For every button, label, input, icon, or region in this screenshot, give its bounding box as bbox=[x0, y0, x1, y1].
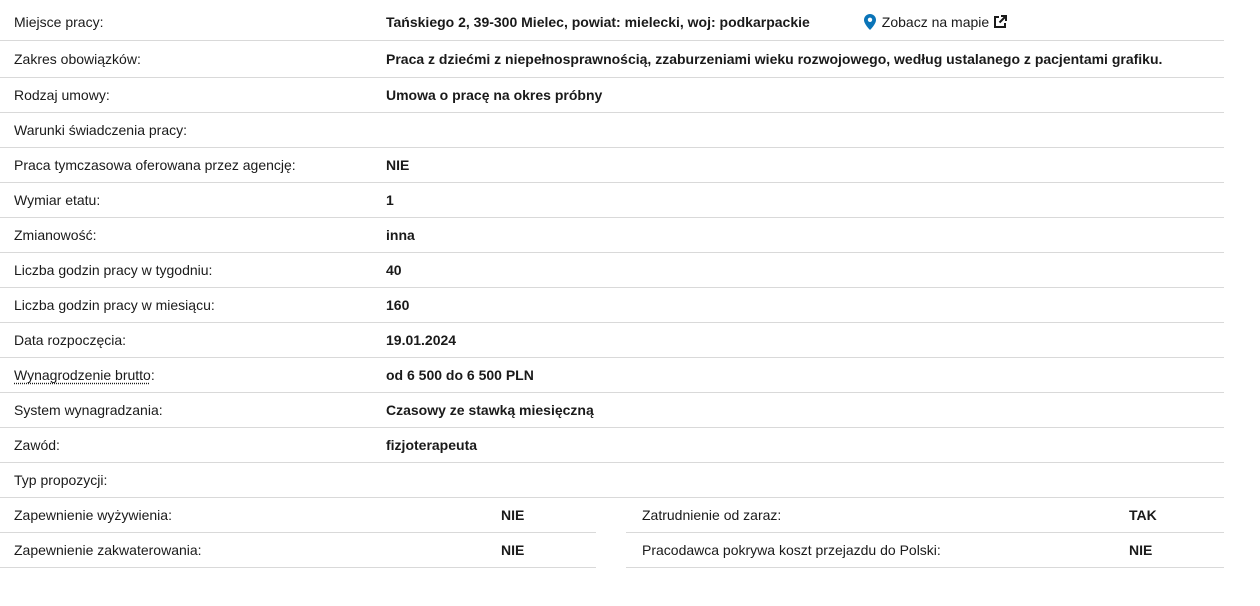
row-temporary-agency bbox=[0, 148, 1224, 183]
work-conditions-label: Warunki świadczenia pracy: bbox=[14, 122, 187, 138]
map-pin-icon bbox=[864, 14, 876, 30]
row-immediate-employment bbox=[626, 498, 1224, 533]
gross-salary-tooltip-term[interactable]: Wynagrodzenie brutto bbox=[14, 367, 151, 383]
immediate-employment-value: TAK bbox=[1129, 507, 1157, 523]
travel-cost-value: NIE bbox=[1129, 542, 1153, 558]
row-accommodation bbox=[0, 533, 596, 568]
weekly-hours-label: Liczba godzin pracy w tygodniu: bbox=[14, 262, 213, 278]
meals-label: Zapewnienie wyżywienia: bbox=[14, 507, 172, 523]
travel-cost-label: Pracodawca pokrywa koszt przejazdu do Polski: bbox=[642, 542, 941, 558]
start-date-label: Data rozpoczęcia: bbox=[14, 332, 127, 348]
pay-system-value: Czasowy ze stawką miesięczną bbox=[386, 402, 594, 418]
weekly-hours-value: 40 bbox=[386, 262, 402, 278]
monthly-hours-label: Liczba godzin pracy w miesiącu: bbox=[14, 297, 215, 313]
row-responsibilities bbox=[0, 41, 1224, 78]
row-monthly-hours bbox=[0, 288, 1224, 323]
row-meals bbox=[0, 498, 596, 533]
see-on-map-label: Zobacz na mapie bbox=[881, 14, 990, 30]
workplace-value bbox=[386, 14, 1224, 30]
profession-label: Zawód: bbox=[14, 437, 60, 453]
accommodation-value: NIE bbox=[501, 542, 525, 558]
row-shifts bbox=[0, 218, 1224, 253]
job-offer-details bbox=[0, 4, 1224, 568]
responsibilities-label: Zakres obowiązków: bbox=[14, 51, 141, 67]
job-size-value: 1 bbox=[386, 192, 394, 208]
start-date-value: 19.01.2024 bbox=[386, 332, 457, 348]
workplace-label: Miejsce pracy: bbox=[14, 14, 104, 30]
row-weekly-hours bbox=[0, 253, 1224, 288]
offer-type-label: Typ propozycji: bbox=[14, 472, 108, 488]
temporary-agency-label: Praca tymczasowa oferowana przez agencję: bbox=[14, 157, 296, 173]
row-gross-salary bbox=[0, 358, 1224, 393]
row-start-date bbox=[0, 323, 1224, 358]
accommodation-label: Zapewnienie zakwaterowania: bbox=[14, 542, 202, 558]
see-on-map-link[interactable] bbox=[864, 14, 1013, 30]
row-contract-type bbox=[0, 78, 1224, 113]
meals-value: NIE bbox=[501, 507, 525, 523]
responsibilities-value: Praca z dziećmi z niepełnosprawnością, zzaburzeniami wieku rozwojowego, według ustalanego z pacjentami grafiku. bbox=[386, 51, 1163, 67]
row-pay-system bbox=[0, 393, 1224, 428]
right-offer-column bbox=[626, 498, 1224, 568]
immediate-employment-label: Zatrudnienie od zaraz: bbox=[642, 507, 782, 523]
row-job-size bbox=[0, 183, 1224, 218]
profession-value: fizjoterapeuta bbox=[386, 437, 478, 453]
contract-type-value: Umowa o pracę na okres próbny bbox=[386, 87, 603, 103]
gross-salary-label bbox=[0, 367, 386, 383]
row-workplace bbox=[0, 4, 1224, 41]
row-work-conditions bbox=[0, 113, 1224, 148]
job-size-label: Wymiar etatu: bbox=[14, 192, 101, 208]
pay-system-label: System wynagradzania: bbox=[14, 402, 163, 418]
workplace-address: Tańskiego 2, 39-300 Mielec, powiat: mielecki, woj: podkarpackie bbox=[386, 14, 810, 30]
contract-type-label: Rodzaj umowy: bbox=[14, 87, 110, 103]
row-profession bbox=[0, 428, 1224, 463]
temporary-agency-value: NIE bbox=[386, 157, 410, 173]
shifts-label: Zmianowość: bbox=[14, 227, 97, 243]
gross-salary-value: od 6 500 do 6 500 PLN bbox=[386, 367, 534, 383]
shifts-value: inna bbox=[386, 227, 415, 243]
left-offer-column bbox=[0, 498, 596, 568]
offer-type-details bbox=[0, 498, 1224, 568]
monthly-hours-value: 160 bbox=[386, 297, 410, 313]
gross-salary-colon: : bbox=[150, 367, 155, 383]
row-offer-type bbox=[0, 463, 1224, 498]
row-travel-cost bbox=[626, 533, 1224, 568]
external-link-icon bbox=[993, 15, 1007, 29]
